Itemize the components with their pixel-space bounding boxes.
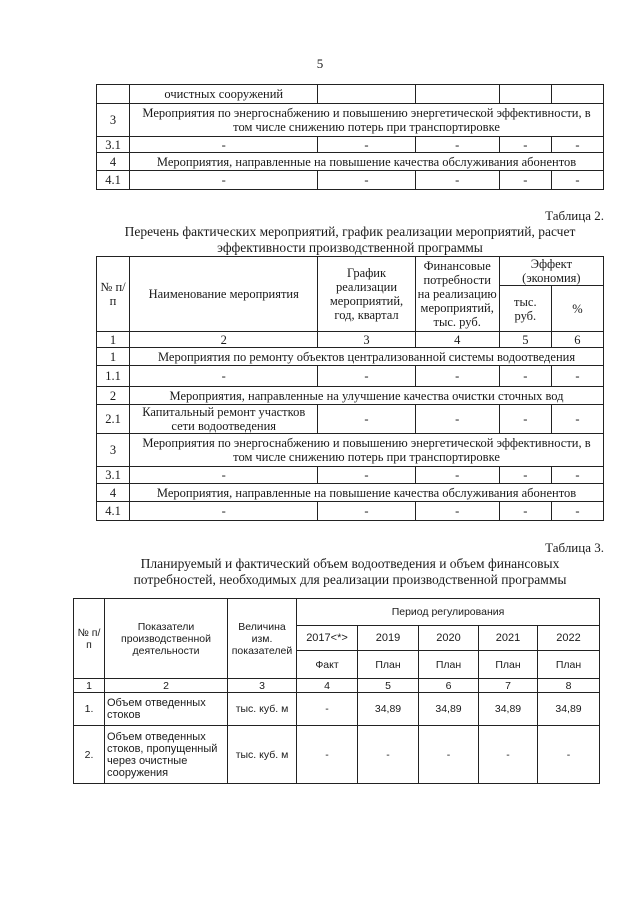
section-title: Мероприятия по энергоснабжению и повышению энергетической эффективности, в том числе снижению потерь при транспортировке	[130, 104, 604, 137]
section-title: Мероприятия, направленные на повышение качества обслуживания абонентов	[130, 153, 604, 171]
cell-text: Капитальный ремонт участков сети водоотведения	[130, 405, 318, 434]
column-numbers-row: 1 2 3 4 5 6 7 8	[74, 679, 600, 693]
header-num: № п/ п	[97, 257, 130, 332]
kind-cell: План	[358, 651, 419, 679]
table-row: 1. Объем отведенных стоков тыс. куб. м - 34,89 34,89 34,89 34,89	[74, 693, 600, 726]
table-row	[97, 104, 604, 137]
page-number: 5	[316, 56, 324, 71]
header-period: Период регулирования	[297, 599, 600, 626]
table-row: 3.1 - - - - -	[97, 137, 604, 153]
unit-cell: тыс. куб. м	[228, 726, 297, 784]
section-title: Мероприятия по энергоснабжению и повышению энергетической эффективности, в том числе снижению потерь при транспортировке	[130, 434, 604, 467]
indicator-cell: Объем отведенных стоков	[105, 693, 228, 726]
table3	[73, 598, 600, 784]
table-row: 4 Мероприятия, направленные на повышение качества обслуживания абонентов	[97, 484, 604, 502]
row-number: 4	[97, 153, 130, 171]
row-number: 3.1	[97, 137, 130, 153]
section-title: Мероприятия по ремонту объектов централизованной системы водоотведения	[130, 348, 604, 366]
top-table	[96, 84, 604, 190]
header-effect-rub: тыс. руб.	[499, 286, 551, 332]
year-cell: 2020	[419, 626, 479, 651]
kind-cell: План	[419, 651, 479, 679]
row-number: 4.1	[97, 171, 130, 190]
table2	[96, 256, 604, 521]
table-row: 4.1 - - - - -	[97, 502, 604, 521]
header-finance: Финансовые потребности на реализацию мероприятий, тыс. руб.	[415, 257, 499, 332]
header-schedule: График реализации мероприятий, год, квартал	[318, 257, 415, 332]
table2-label: Таблица 2.	[545, 208, 604, 223]
table2-title: Перечень фактических мероприятий, график реализации мероприятий, расчет эффективности производственной программы	[124, 224, 576, 255]
year-cell: 2022	[538, 626, 600, 651]
unit-cell: тыс. куб. м	[228, 693, 297, 726]
header-effect: Эффект (экономия)	[499, 257, 603, 286]
table-row: 3 Мероприятия по энергоснабжению и повышению энергетической эффективности, в том числе снижению потерь при транспортировке	[97, 434, 604, 467]
kind-cell: План	[479, 651, 538, 679]
header-indicator: Показатели производственной деятельности	[105, 599, 228, 679]
year-cell: 2019	[358, 626, 419, 651]
header-effect-pct: %	[551, 286, 603, 332]
column-numbers-row: 1 2 3 4 5 6	[97, 332, 604, 348]
cell-text: очистных сооружений	[130, 85, 318, 104]
table-header-row	[74, 599, 600, 626]
table-row: 2. Объем отведенных стоков, пропущенный через очистные сооружения тыс. куб. м - - - - -	[74, 726, 600, 784]
section-title: Мероприятия, направленные на повышение качества обслуживания абонентов	[130, 484, 604, 502]
table-header-row	[97, 257, 604, 286]
kind-cell: План	[538, 651, 600, 679]
table-row: 4.1 - - - - -	[97, 171, 604, 190]
table3-title: Планируемый и фактический объем водоотведения и объем финансовых потребностей, необходимых для реализации производственной программы	[133, 556, 567, 587]
table-row: 1.1 - - - - -	[97, 366, 604, 387]
kind-cell: Факт	[297, 651, 358, 679]
year-cell: 2021	[479, 626, 538, 651]
row-number: 3	[97, 104, 130, 137]
header-name: Наименование мероприятия	[130, 257, 318, 332]
table-row: 2.1 Капитальный ремонт участков сети водоотведения - - - -	[97, 405, 604, 434]
table-row: 1 Мероприятия по ремонту объектов централизованной системы водоотведения	[97, 348, 604, 366]
table3-label: Таблица 3.	[545, 540, 604, 555]
table-row: 2 Мероприятия, направленные на улучшение качества очистки сточных вод	[97, 387, 604, 405]
table-row	[97, 153, 604, 171]
header-num: № п/п	[74, 599, 105, 679]
indicator-cell: Объем отведенных стоков, пропущенный через очистные сооружения	[105, 726, 228, 784]
section-title: Мероприятия, направленные на улучшение качества очистки сточных вод	[130, 387, 604, 405]
table-row	[97, 85, 604, 104]
header-unit: Величина изм. показателей	[228, 599, 297, 679]
table-row: 3.1 - - - - -	[97, 467, 604, 484]
year-cell: 2017<*>	[297, 626, 358, 651]
